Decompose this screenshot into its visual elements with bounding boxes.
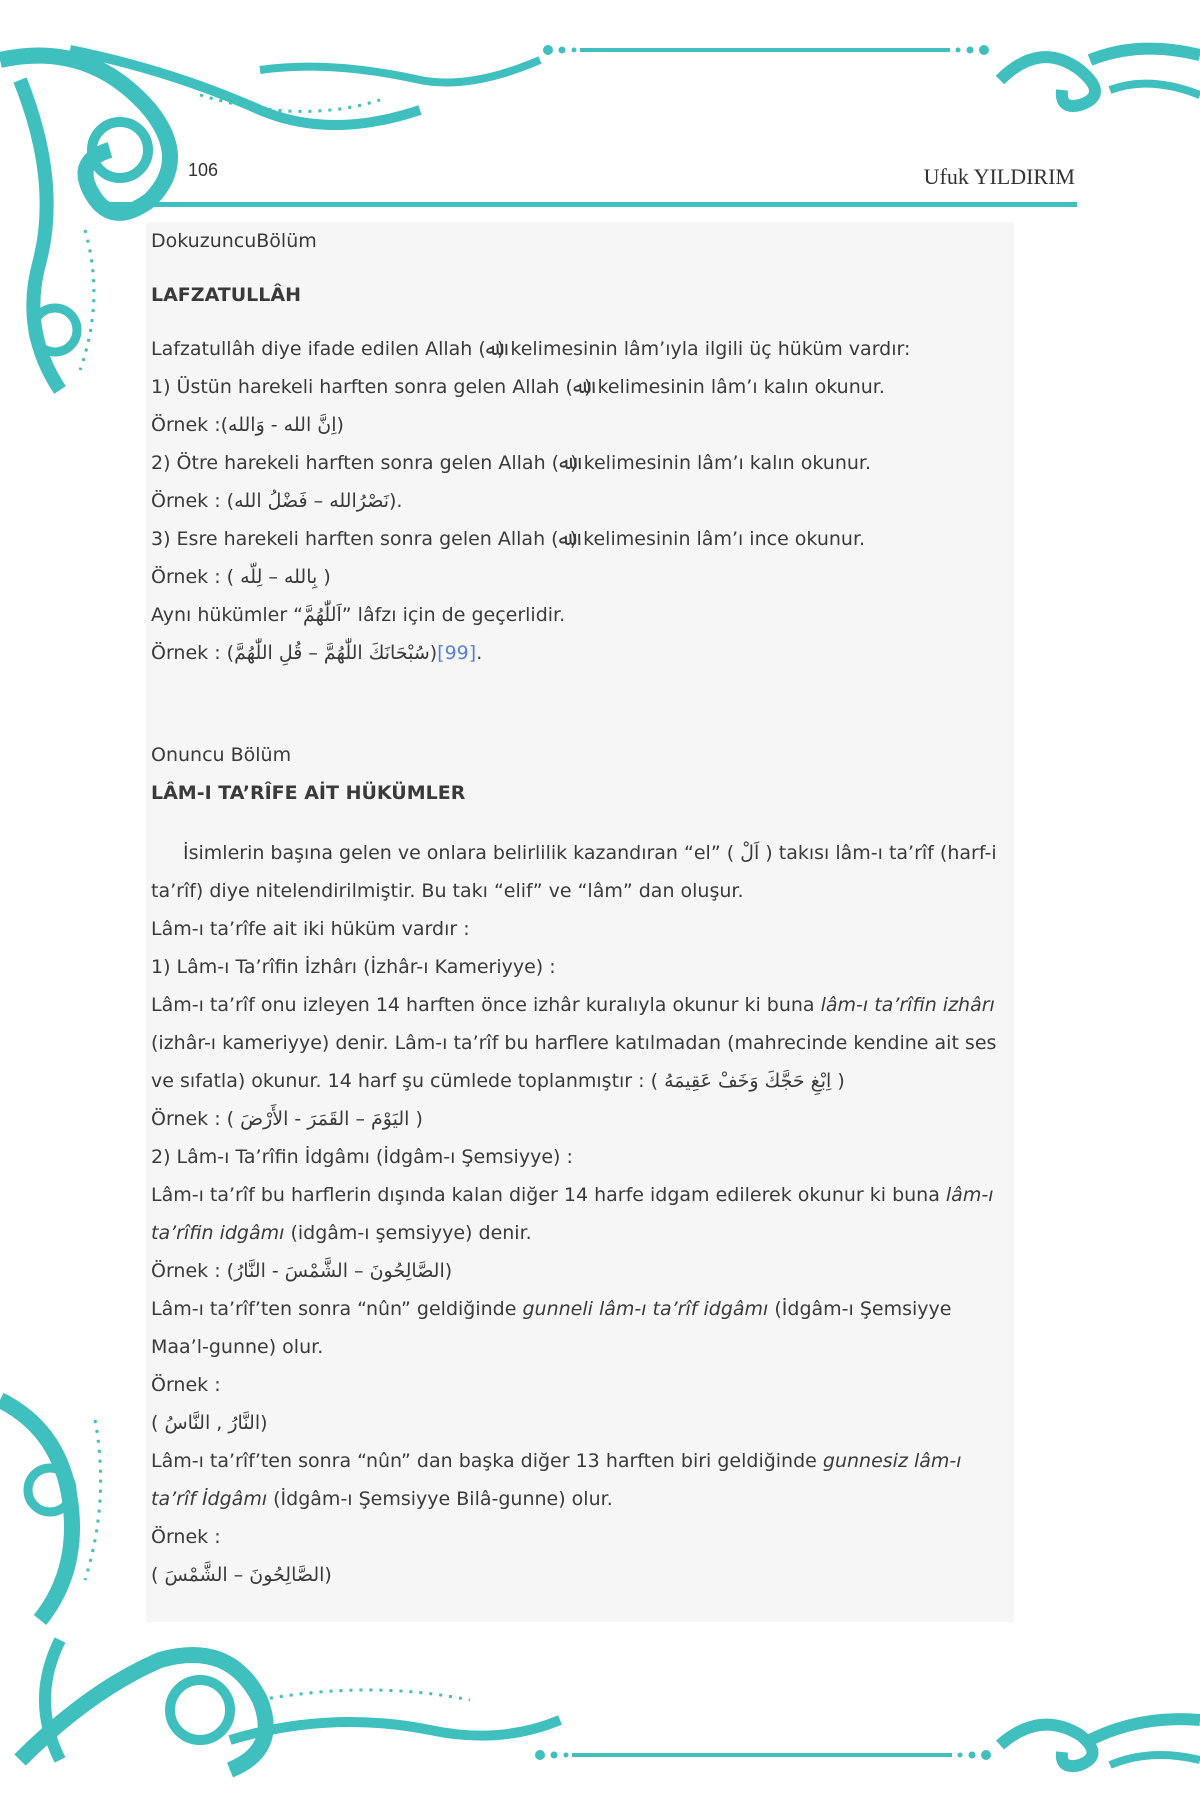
term-italic: lâm-ı ta’rîfin izhârı [820, 994, 995, 1016]
paragraph [151, 986, 1002, 1100]
arabic-example: اِبْغِ حَجَّكَ وَخَفْ عَقِيمَهُ [664, 1070, 832, 1092]
arabic-example: (نَصْرُالله – فَضْلُ الله). [226, 490, 403, 512]
rule-line: 2) Ötre harekeli harften sonra gelen Allah (ﷲ) kelimesinin lâm’ı kalın okunur. [151, 452, 872, 474]
text-fragment: (İdgâm-ı Şemsiyye Maa’l-gunne) olur. [151, 1298, 952, 1358]
text-body [151, 222, 1002, 1594]
paragraph [151, 1290, 1002, 1366]
text-fragment: Lâm-ı ta’rîf onu izleyen 14 harften önce izhâr kuralıyla okunur ki buna [151, 994, 821, 1016]
arabic-example: (الصَّالِحُونَ – الشَّمْسَ - النَّارُ) [226, 1260, 453, 1282]
arabic-example: (سُبْحَانَكَ اللّٰهُمَّ – قُلِ اللّٰهُمَّ) [226, 642, 438, 664]
header-rule [105, 202, 1077, 207]
rule-line: 1) Lâm-ı Ta’rîfin İzhârı (İzhâr-ı Kameriyye) : [151, 956, 556, 978]
example-label: Örnek : [151, 642, 221, 664]
page-content [146, 222, 1014, 1622]
text-fragment: (İdgâm-ı Şemsiyye Bilâ-gunne) olur. [267, 1488, 613, 1510]
ornament-top-right [1000, 49, 1200, 106]
example-line [151, 482, 1002, 520]
section-title: LÂM-I TA’RÎFE AİT HÜKÜMLER [151, 782, 466, 804]
rule-line: 2) Lâm-ı Ta’rîfin İdgâmı (İdgâm-ı Şemsiyye) : [151, 1146, 573, 1168]
text-fragment: (izhâr-ı kameriyye) denir. Lâm-ı ta’rîf bu harflere katılmadan (mahrecinde kendine ait ses ve sıfatla) okunur. 14 harf şu cümlede toplanmıştır : ( [151, 1032, 997, 1092]
arabic-example: ( النَّارُ , النَّاسُ) [151, 1412, 268, 1434]
example-label: Örnek : [151, 1526, 221, 1548]
text-fragment: Lâm-ı ta’rîf bu harflerin dışında kalan diğer 14 harfe idgam edilerek okunur ki buna [151, 1184, 946, 1206]
term-italic: lâm-ı ta’rîfin idgâmı [151, 1184, 994, 1244]
text-fragment: ) [831, 1070, 845, 1092]
ornament-bottom-line [535, 1750, 991, 1760]
example-label: Örnek : [151, 1260, 221, 1282]
example-line [151, 1100, 1002, 1138]
page-number: 106 [188, 160, 219, 180]
term-italic: gunneli lâm-ı ta’rîf idgâmı [522, 1298, 769, 1320]
footnote-link[interactable]: [99] [437, 642, 477, 664]
rule-line: 1) Üstün harekeli harften sonra gelen Allah (ﷲ) kelimesinin lâm’ı kalın okunur. [151, 376, 885, 398]
paragraph: Lafzatullâh diye ifade edilen Allah (ﷲ) kelimesinin lâm’ıyla ilgili üç hüküm vardır: [151, 338, 911, 360]
example-line [151, 406, 1002, 444]
text-fragment: . [476, 642, 483, 664]
example-label: Örnek : [151, 1108, 221, 1130]
running-header-author: Ufuk YILDIRIM [923, 164, 1075, 189]
text-fragment: İsimlerin başına gelen ve onlara belirlilik kazandıran “el” ( [183, 842, 741, 864]
paragraph [151, 596, 1002, 634]
text-fragment: (idgâm-ı şemsiyye) denir. [284, 1222, 532, 1244]
arabic-example: ( بِالله – لِلّه ) [226, 566, 331, 588]
arabic-word: اَللّٰهُمَّ [303, 604, 342, 626]
example-label: Örnek : [151, 490, 221, 512]
text-fragment: Lâm-ı ta’rîf’ten sonra “nûn” dan başka diğer 13 harften biri geldiğinde [151, 1450, 823, 1472]
example-label: Örnek : [151, 1374, 221, 1396]
chapter-label: DokuzuncuBölüm [151, 230, 317, 252]
arabic-example: ( اليَوْمَ – القَمَرَ - الأَرْضَ ) [226, 1108, 423, 1130]
text-fragment: Lâm-ı ta’rîf’ten sonra “nûn” geldiğinde [151, 1298, 523, 1320]
arabic-example: (اِنَّ الله - وَالله) [220, 414, 344, 436]
paragraph [151, 1176, 1002, 1252]
example-label: Örnek : [151, 566, 221, 588]
paragraph [151, 834, 1002, 910]
example-line [151, 558, 1002, 596]
term-italic: gunnesiz lâm-ı ta’rîf İdgâmı [151, 1450, 962, 1510]
example-label: Örnek : [151, 414, 221, 436]
ornament-top-line [543, 45, 989, 55]
arabic-example: ( الصَّالِحُونَ – الشَّمْسَ) [151, 1564, 332, 1586]
text-fragment: ) takısı lâm-ı ta’rîf (harf-i ta’rîf) diye nitelendirilmiştir. Bu takı “elif” ve “lâm” dan oluşur. [151, 842, 997, 902]
arabic-word: اَلْ [740, 842, 760, 864]
text-fragment: ” lâfzı için de geçerlidir. [341, 604, 566, 626]
paragraph [151, 1442, 1002, 1518]
ornament-bottom-right [1000, 1719, 1200, 1766]
text-fragment: Aynı hükümler “ [151, 604, 304, 626]
example-line [151, 1252, 1002, 1290]
example-line [151, 634, 1002, 672]
paragraph: Lâm-ı ta’rîfe ait iki hüküm vardır : [151, 918, 470, 940]
rule-line: 3) Esre harekeli harften sonra gelen Allah (ﷲ) kelimesinin lâm’ı ince okunur. [151, 528, 866, 550]
chapter-label: Onuncu Bölüm [151, 744, 292, 766]
section-title: LAFZATULLÂH [151, 284, 302, 306]
